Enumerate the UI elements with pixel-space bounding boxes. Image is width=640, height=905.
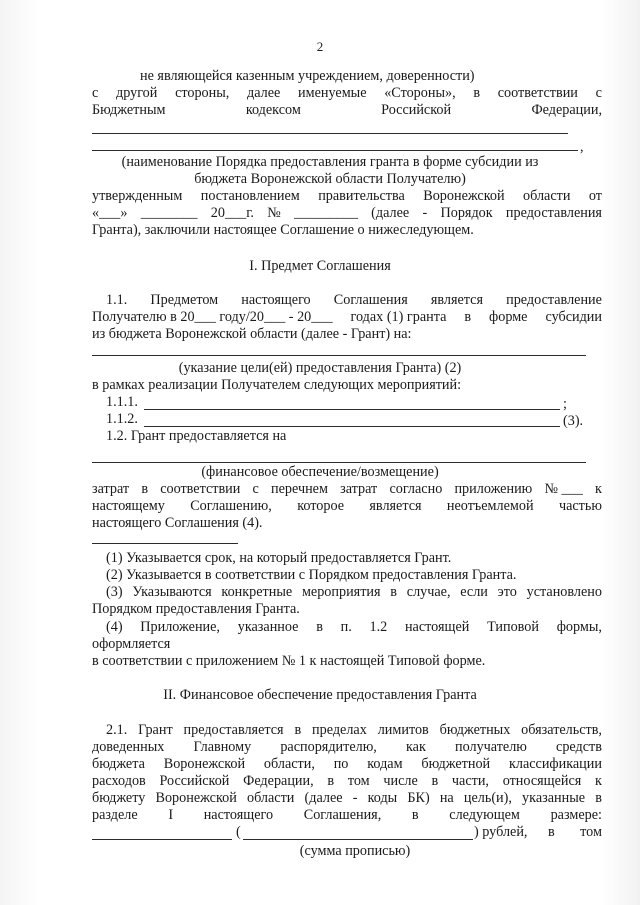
word: Соглашению,	[190, 498, 272, 514]
caption-amount: (сумма прописью)	[299, 843, 411, 859]
s2-p1-line-1	[106, 722, 602, 739]
preamble-line-1: не являющейся казенным учреждением, доверенности)	[140, 68, 475, 84]
word: в	[141, 481, 149, 497]
word: в	[473, 85, 481, 101]
word: от	[588, 188, 602, 204]
item-1-1-2-end: (3).	[563, 413, 584, 429]
word: Получателю в 20___ году/20___ - 20___	[92, 309, 333, 325]
word: № ___	[544, 481, 583, 497]
word: с	[252, 481, 259, 497]
word: постановлением	[200, 188, 300, 204]
word: годах (1) гранта	[350, 309, 447, 325]
clause-1-2: 1.2. Грант предоставляется на	[106, 428, 287, 444]
word: затрат	[340, 481, 378, 497]
word: указанные	[522, 790, 586, 806]
blank-line	[144, 426, 560, 427]
word: «Стороны»,	[384, 85, 456, 101]
word: _________	[294, 205, 358, 221]
footnote-3-line-2: Порядком предоставления Гранта.	[92, 601, 300, 617]
word: является	[430, 292, 483, 308]
word: настоящего	[241, 292, 311, 308]
word: перечнем	[271, 481, 328, 497]
word: согласно	[389, 481, 443, 497]
footnote-1: (1) Указывается срок, на который предоставляется Грант.	[106, 550, 452, 566]
word: неотъемлемой	[446, 498, 534, 514]
word: субсидии	[545, 309, 602, 325]
word: соответствии	[160, 481, 241, 497]
word: Соглашения,	[303, 807, 382, 823]
word: другой	[116, 85, 158, 101]
word: мероприятия	[301, 584, 381, 600]
word: обязательств,	[521, 722, 602, 738]
word: числе	[383, 773, 418, 789]
word: бюджетных	[439, 722, 511, 738]
word: 2.1.	[106, 722, 128, 738]
word: коды	[367, 790, 398, 806]
word: Указываются	[132, 584, 212, 600]
word: Воронежской	[423, 188, 505, 204]
word: кодам	[367, 756, 403, 772]
s1-p1-line-2	[92, 309, 602, 326]
word: пределах	[312, 722, 367, 738]
blank-line	[92, 839, 232, 840]
word: «___»	[92, 205, 128, 221]
word: -	[352, 790, 358, 806]
word: настоящей	[404, 619, 470, 635]
word: области,	[263, 756, 315, 772]
word: относящейся	[502, 773, 582, 789]
word: с	[595, 85, 602, 101]
word: Российской	[381, 102, 452, 118]
word: соответствии	[497, 85, 578, 101]
word: Грант	[138, 722, 173, 738]
word: в	[595, 790, 602, 806]
word: кодексом	[245, 102, 301, 118]
word: области	[246, 790, 295, 806]
approved-line-1	[92, 188, 602, 205]
footnote-4-line-2: оформляется	[92, 636, 171, 652]
comma: ,	[580, 139, 584, 155]
s2-p1-line-4	[92, 773, 602, 790]
costs-line-3: настоящего Соглашения (4).	[92, 515, 263, 531]
word: с	[92, 85, 99, 101]
word: I	[168, 807, 174, 823]
word: предоставление	[506, 292, 602, 308]
s2-p1-line-2	[92, 739, 602, 756]
word: в	[294, 722, 302, 738]
s2-p1-line-3	[92, 756, 602, 773]
s2-p1-line-6	[92, 807, 602, 824]
word: которое	[297, 498, 345, 514]
section-1-title: I. Предмет Соглашения	[249, 258, 391, 274]
word: средств	[556, 739, 602, 755]
word: (3)	[106, 584, 123, 600]
word: если	[460, 584, 488, 600]
word: Главному	[193, 739, 252, 755]
word: предоставления	[505, 205, 602, 221]
preamble-line-2	[92, 85, 602, 102]
word: доведенных	[92, 739, 165, 755]
word: на	[439, 790, 454, 806]
word: следующем	[449, 807, 520, 823]
s1-p1-line-1	[106, 292, 602, 309]
word: лимитов	[377, 722, 429, 738]
item-1-1-2: 1.1.2.	[106, 411, 138, 427]
word: является	[369, 498, 422, 514]
word: расходов	[92, 773, 146, 789]
word: настоящего	[203, 807, 274, 823]
word: Порядок	[440, 205, 493, 221]
word: утвержденным	[92, 188, 183, 204]
word: случае,	[406, 584, 451, 600]
word: приложению	[454, 481, 533, 497]
word: разделе	[92, 807, 138, 823]
word: бюджетной	[421, 756, 491, 772]
word: №	[267, 205, 281, 221]
page-number: 2	[316, 39, 324, 54]
approved-line-3: Гранта), заключили настоящее Соглашение о нижеследующем.	[92, 222, 474, 238]
word: -	[422, 205, 428, 221]
footnote-separator	[92, 543, 238, 544]
word: том	[347, 773, 370, 789]
word: правительства	[318, 188, 405, 204]
word: в	[327, 773, 335, 789]
word: Воронежской	[155, 790, 237, 806]
word: в	[548, 824, 555, 840]
amount-open-paren: (	[236, 824, 241, 840]
word: Типовой	[487, 619, 539, 635]
word: Воронежской	[163, 756, 246, 772]
word: размере:	[550, 807, 602, 823]
word: Российской	[159, 773, 230, 789]
s1-p1-line-3: из бюджета Воронежской области (далее - Грант) на:	[92, 326, 412, 342]
word: затрат	[92, 481, 130, 497]
blank-line	[92, 355, 586, 356]
word: это	[497, 584, 517, 600]
word: стороны,	[175, 85, 230, 101]
item-1-1-1-end: ;	[563, 396, 567, 412]
word: как	[405, 739, 426, 755]
word: предоставляется	[183, 722, 284, 738]
s2-p1-line-5	[92, 790, 602, 807]
preamble-line-3	[92, 102, 602, 119]
amount-close: ) рублей,	[474, 824, 528, 840]
footnote-2: (2) Указывается в соответствии с Порядком предоставления Гранта.	[106, 567, 517, 583]
approved-line-2	[92, 205, 602, 222]
word: Предметом	[150, 292, 219, 308]
word: к	[594, 481, 602, 497]
footnote-4-line-3: в соответствии с приложением № 1 к настоящей Типовой форме.	[92, 653, 486, 669]
word: Соглашения	[333, 292, 408, 308]
word: в	[431, 773, 439, 789]
word: Бюджетным	[92, 102, 166, 118]
item-1-1-1: 1.1.1.	[106, 394, 138, 410]
word: ________	[140, 205, 198, 221]
blank-line	[243, 839, 473, 840]
activities-intro: в рамках реализации Получателем следующих мероприятий:	[92, 377, 462, 393]
blank-line	[144, 409, 560, 410]
word: бюджета	[92, 756, 145, 772]
caption-order-line-1: (наименование Порядка предоставления гранта в форме субсидии из	[121, 154, 539, 170]
word: бюджету	[92, 790, 146, 806]
footnote-4-line-1	[106, 619, 602, 636]
word: форме	[489, 309, 528, 325]
word: указанное	[237, 619, 299, 635]
word: именуемые	[298, 85, 367, 101]
word: формы,	[556, 619, 602, 635]
blank-line	[92, 462, 586, 463]
word: 1.2	[369, 619, 388, 635]
costs-line-1	[92, 481, 602, 498]
word: установлено	[526, 584, 602, 600]
word: (далее	[304, 790, 343, 806]
word: в	[390, 584, 397, 600]
word: п.	[340, 619, 352, 635]
caption-purpose: (указание цели(ей) предоставления Гранта) (2)	[178, 360, 462, 376]
word: в	[464, 309, 472, 325]
caption-order-line-2: бюджета Воронежской области Получателю)	[194, 171, 466, 187]
word: Федерации,	[531, 102, 602, 118]
word: 20___г.	[210, 205, 254, 221]
word: том	[580, 824, 602, 840]
footnote-3-line-1	[106, 584, 602, 601]
word: (4)	[106, 619, 123, 635]
costs-line-2	[92, 498, 602, 515]
word: к	[595, 773, 602, 789]
word: БК)	[407, 790, 430, 806]
word: по	[333, 756, 349, 772]
word: Федерации,	[243, 773, 314, 789]
amount-tail	[548, 824, 602, 841]
word: настоящему	[92, 498, 165, 514]
word: области	[522, 188, 571, 204]
word: далее	[247, 85, 281, 101]
section-2-title: II. Финансовое обеспечение предоставления Гранта	[163, 687, 477, 703]
word: получателю	[454, 739, 527, 755]
word: классификации	[508, 756, 602, 772]
word: Приложение,	[140, 619, 220, 635]
blank-line	[92, 150, 578, 151]
blank-line	[92, 133, 568, 134]
word: распорядителю,	[280, 739, 377, 755]
word: части,	[451, 773, 489, 789]
caption-finance: (финансовое обеспечение/возмещение)	[201, 464, 439, 480]
word: (далее	[371, 205, 410, 221]
word: 1.1.	[106, 292, 128, 308]
word: в	[411, 807, 419, 823]
word: цель(и),	[463, 790, 512, 806]
word: конкретные	[221, 584, 293, 600]
word: частью	[558, 498, 602, 514]
word: в	[316, 619, 323, 635]
